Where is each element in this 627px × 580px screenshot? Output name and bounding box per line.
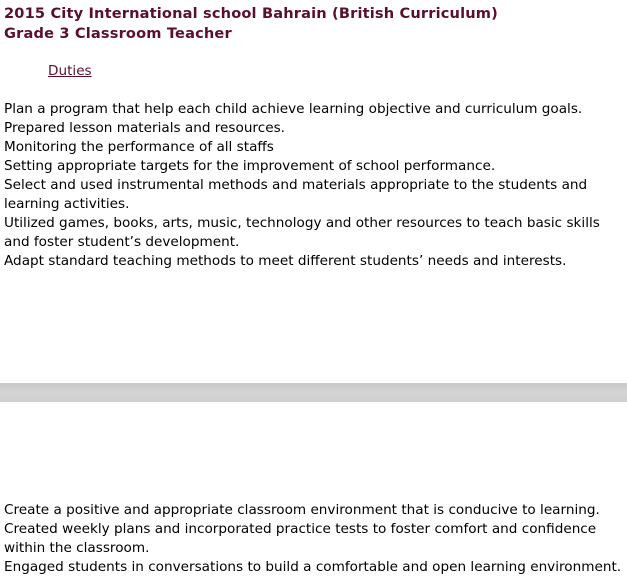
duty-item: Plan a program that help each child achieve learning objective and curriculum goals.	[4, 101, 583, 117]
duty-item: Engaged students in conversations to build a comfortable and open learning environment.	[4, 559, 622, 575]
duty-item: Adapt standard teaching methods to meet different students’ needs and interests.	[4, 253, 567, 269]
duty-item: Setting appropriate targets for the improvement of school performance.	[4, 158, 496, 174]
duty-item: Utilized games, books, arts, music, technology and other resources to teach basic skills and foster student’s development.	[4, 215, 600, 250]
duty-item: Select and used instrumental methods and materials appropriate to the students and learning activities.	[4, 177, 588, 212]
duty-item: Created weekly plans and incorporated practice tests to foster comfort and confidence within the classroom.	[4, 521, 597, 556]
page-break	[0, 383, 627, 402]
duty-item: Prepared lesson materials and resources.	[4, 120, 285, 136]
document-page-2	[0, 402, 627, 580]
duties-heading: Duties	[48, 63, 92, 79]
employment-heading: 2015 City International school Bahrain (British Curriculum)	[4, 5, 498, 22]
duties-list-continued	[4, 501, 626, 577]
job-title-heading: Grade 3 Classroom Teacher	[4, 25, 232, 42]
duty-item: Create a positive and appropriate classroom environment that is conducive to learning.	[4, 502, 600, 518]
duties-list	[4, 100, 625, 271]
duty-item: Monitoring the performance of all staffs	[4, 139, 274, 155]
